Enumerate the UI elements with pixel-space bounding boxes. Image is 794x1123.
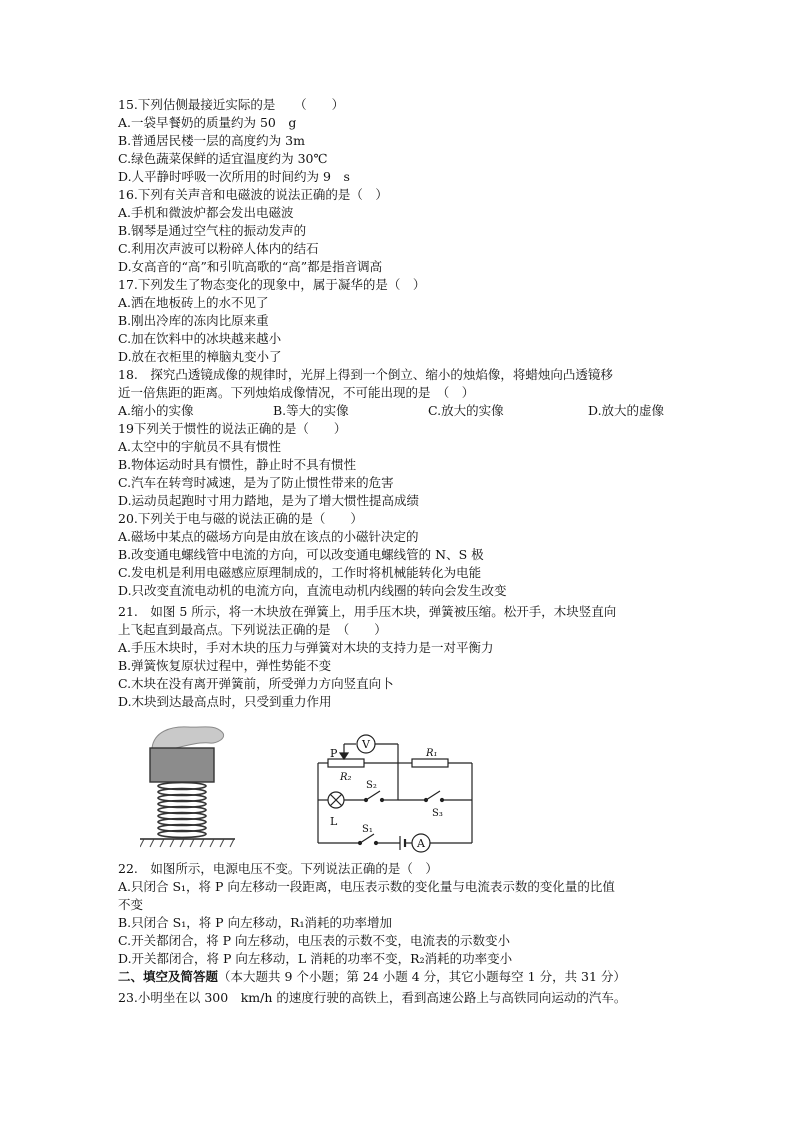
q17-option-c: C.加在饮料中的冰块越来越小 bbox=[118, 331, 282, 346]
section-2-heading bbox=[118, 968, 626, 986]
q22-stem: 22. 如图所示，电源电压不变。下列说法正确的是（ ） bbox=[118, 861, 438, 876]
q16-option-a: A.手机和微波炉都会发出电磁波 bbox=[118, 205, 294, 220]
q19-option-b: B.物体运动时具有惯性，静止时不具有惯性 bbox=[118, 457, 357, 472]
q18-option-d: D.放大的虚像 bbox=[588, 403, 665, 418]
q19-option-a: A.太空中的宇航员不具有惯性 bbox=[118, 439, 282, 454]
q15-option-d: D.人平静时呼吸一次所用的时间约为 9 s bbox=[118, 169, 350, 184]
circuit-diagram bbox=[300, 728, 485, 854]
q20-option-a: A.磁场中某点的磁场方向是由放在该点的小磁针决定的 bbox=[118, 529, 419, 544]
spring-icon bbox=[158, 783, 206, 838]
q22-option-a-line1: A.只闭合 S₁，将 P 向左移动一段距离，电压表示数的变化量与电流表示数的变化量的比值 bbox=[118, 879, 615, 894]
q17-option-a: A.洒在地板砖上的水不见了 bbox=[118, 295, 269, 310]
q19-option-d: D.运动员起跑时寸用力踏地，是为了增大惯性提高成绩 bbox=[118, 493, 420, 508]
wood-block bbox=[150, 748, 214, 782]
q16-option-c: C.利用次声波可以粉碎人体内的结石 bbox=[118, 241, 319, 256]
q22-option-b: B.只闭合 S₁，将 P 向左移动，R₁消耗的功率增加 bbox=[118, 915, 392, 930]
resistor-r1 bbox=[412, 759, 448, 767]
q21-stem-line2: 上飞起直到最高点。下列说法正确的是 （ ） bbox=[118, 622, 387, 637]
switch-s2 bbox=[366, 791, 380, 800]
q15-option-c: C.绿色蔬菜保鲜的适宜温度约为 30℃ bbox=[118, 151, 328, 166]
q15-option-a: A.一袋早餐奶的质量约为 50 g bbox=[118, 115, 297, 130]
ammeter-label: A bbox=[417, 837, 425, 850]
rheostat-r2 bbox=[328, 759, 364, 767]
section-2-note: （本大题共 9 个小题；第 24 小题 4 分，其它小题每空 1 分，共 31 分） bbox=[218, 969, 626, 984]
spring-block-figure bbox=[140, 718, 270, 850]
q21-option-d: D.木块到达最高点时，只受到重力作用 bbox=[118, 694, 332, 709]
q20-option-d: D.只改变直流电动机的电流方向，直流电动机内线圈的转向会发生改变 bbox=[118, 583, 507, 598]
q18-stem-line1: 18. 探究凸透镜成像的规律时，光屏上得到一个倒立、缩小的烛焰像，将蜡烛向凸透镜移 bbox=[118, 367, 613, 382]
q18-option-b: B.等大的实像 bbox=[273, 403, 349, 418]
s2-label: S₂ bbox=[366, 780, 377, 791]
q16-option-d: D.女高音的“高”和引吭高歌的“高”都是指音调高 bbox=[118, 259, 383, 274]
switch-s1 bbox=[360, 834, 374, 843]
q17-option-b: B.刚出冷库的冻肉比原来重 bbox=[118, 313, 269, 328]
q20-option-b: B.改变通电螺线管中电流的方向，可以改变通电螺线管的 N、S 极 bbox=[118, 547, 484, 562]
r2-label: R₂ bbox=[340, 772, 352, 783]
q19-option-c: C.汽车在转弯时减速，是为了防止惯性带来的危害 bbox=[118, 475, 394, 490]
q18-stem-line2: 近一倍焦距的距离。下列烛焰成像情况，不可能出现的是 （ ） bbox=[118, 385, 475, 400]
switch-s3 bbox=[426, 791, 440, 800]
q17-stem: 17.下列发生了物态变化的现象中，属于凝华的是（ ） bbox=[118, 277, 426, 292]
q21-option-a: A.手压木块时，手对木块的压力与弹簧对木块的支持力是一对平衡力 bbox=[118, 640, 494, 655]
q21-option-b: B.弹簧恢复原状过程中，弹性势能不变 bbox=[118, 658, 332, 673]
q15-stem: 15.下列估侧最接近实际的是 （ ） bbox=[118, 97, 345, 112]
q15-option-b: B.普通居民楼一层的高度约为 3m bbox=[118, 133, 305, 148]
q18-option-a: A.缩小的实像 bbox=[118, 403, 194, 418]
q16-option-b: B.钢琴是通过空气柱的振动发声的 bbox=[118, 223, 307, 238]
ground-hatch bbox=[140, 839, 234, 847]
q18-option-c: C.放大的实像 bbox=[428, 403, 504, 418]
q21-stem-line1: 21. 如图 5 所示，将一木块放在弹簧上，用手压木块，弹簧被压缩。松开手，木块竖直向 bbox=[118, 604, 617, 619]
q18-options bbox=[118, 402, 678, 420]
q22-option-c: C.开关都闭合，将 P 向左移动，电压表的示数不变，电流表的示数变小 bbox=[118, 933, 510, 948]
q16-stem: 16.下列有关声音和电磁波的说法正确的是（ ） bbox=[118, 187, 388, 202]
section-2-title: 二、填空及简答题 bbox=[118, 969, 219, 984]
voltmeter-label: V bbox=[362, 738, 370, 751]
r1-label: R₁ bbox=[426, 748, 438, 759]
q22-option-a-line2: 不变 bbox=[118, 897, 144, 912]
s3-label: S₃ bbox=[432, 808, 443, 819]
hand-icon bbox=[152, 727, 224, 748]
q20-option-c: C.发电机是利用电磁感应原理制成的，工作时将机械能转化为电能 bbox=[118, 565, 482, 580]
q22-option-d: D.开关都闭合，将 P 向左移动，L 消耗的功率不变，R₂消耗的功率变小 bbox=[118, 951, 513, 966]
q21-option-c: C.木块在没有离开弹簧前，所受弹力方向竖直向卜 bbox=[118, 676, 394, 691]
slider-label: P bbox=[330, 747, 338, 760]
q23-stem: 23.小明坐在以 300 km/h 的速度行驶的高铁上，看到高速公路上与高铁同向运动的汽车。 bbox=[118, 990, 627, 1005]
lamp-label: L bbox=[330, 815, 338, 828]
q19-stem: 19下列关于惯性的说法正确的是（ ） bbox=[118, 421, 347, 436]
s1-label: S₁ bbox=[362, 824, 373, 835]
q20-stem: 20.下列关于电与磁的说法正确的是（ ） bbox=[118, 511, 363, 526]
q17-option-d: D.放在衣柜里的樟脑丸变小了 bbox=[118, 349, 282, 364]
